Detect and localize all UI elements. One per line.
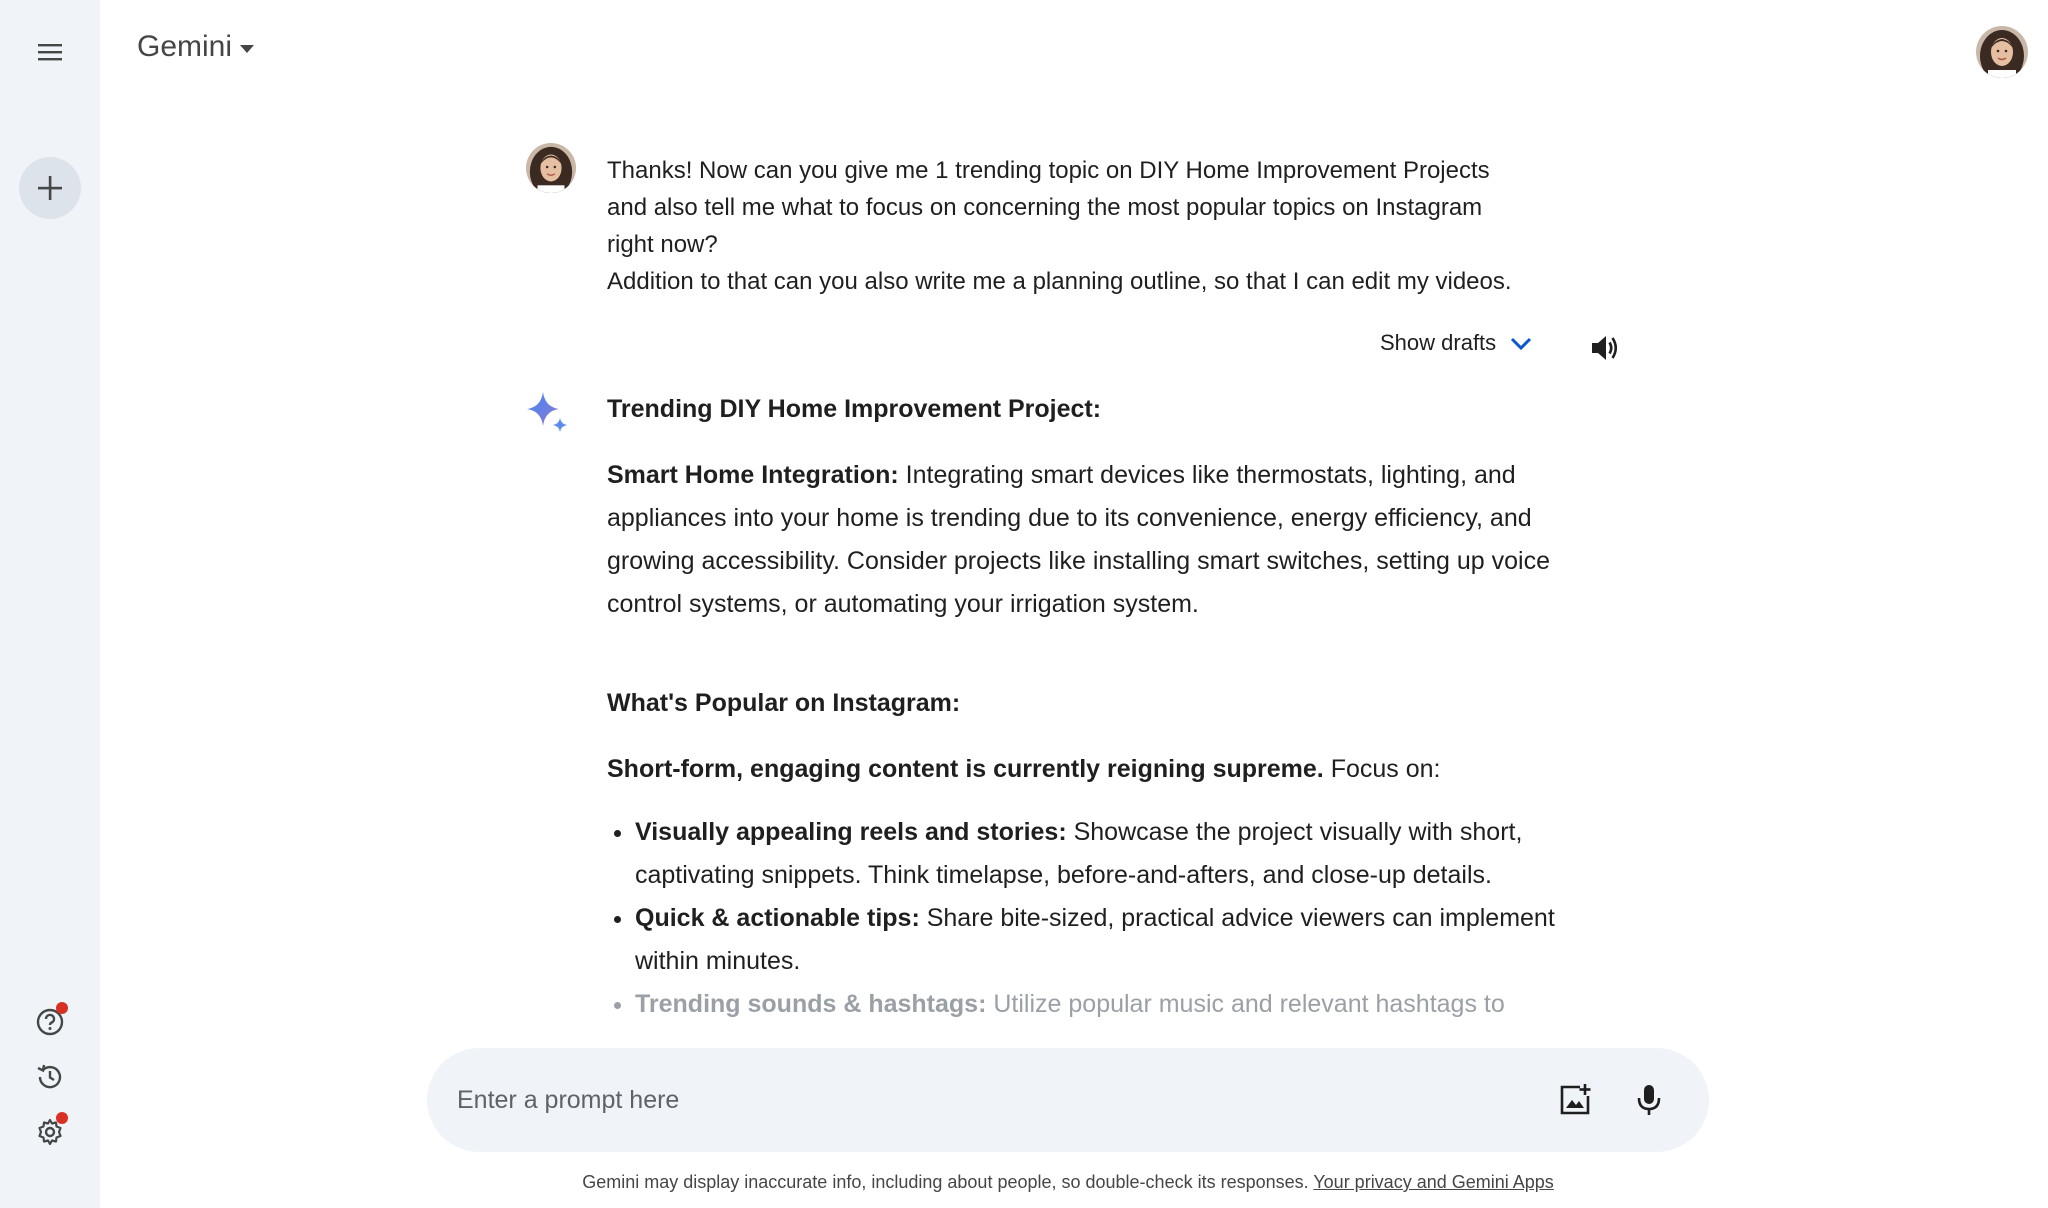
help-button[interactable] <box>26 998 74 1046</box>
menu-icon <box>37 42 63 62</box>
user-message-line: Thanks! Now can you give me 1 trending topic on DIY Home Improvement Projects <box>607 157 1490 184</box>
sparkle-icon <box>525 390 571 436</box>
response-paragraph <box>607 454 1607 626</box>
user-message-line: right now? <box>607 231 718 258</box>
list-item-text: Share bite-sized, practical advice viewers can implement within minutes. <box>635 904 1555 975</box>
response-heading: Trending DIY Home Improvement Project: <box>607 395 1102 423</box>
response-heading: What's Popular on Instagram: <box>607 689 961 717</box>
list-item-text: Showcase the project visually with short, captivating snippets. Think timelapse, before-and-afters, and close-up details. <box>635 818 1523 889</box>
user-message-line: and also tell me what to focus on concerning the most popular topics on Instagram <box>607 194 1483 221</box>
list-item <box>635 983 1607 1026</box>
user-message <box>607 152 1607 300</box>
list-item-bold: Quick & actionable tips: <box>635 904 920 932</box>
list-item <box>635 897 1607 983</box>
history-icon <box>35 1062 65 1092</box>
sidebar <box>0 0 100 1208</box>
activity-button[interactable] <box>26 1053 74 1101</box>
upload-image-button[interactable] <box>1551 1076 1599 1124</box>
model-selector[interactable] <box>137 30 254 64</box>
account-avatar[interactable] <box>1976 26 2028 78</box>
privacy-link[interactable]: Your privacy and Gemini Apps <box>1313 1172 1554 1192</box>
listen-button[interactable] <box>1585 328 1625 368</box>
response-bold-text: Short-form, engaging content is currently reigning supreme. <box>607 755 1324 783</box>
app-title: Gemini <box>137 30 233 63</box>
settings-button[interactable] <box>26 1108 74 1156</box>
voice-input-button[interactable] <box>1625 1076 1673 1124</box>
gemini-response <box>607 392 1607 1026</box>
caret-down-icon <box>240 45 254 53</box>
disclaimer <box>0 1172 2048 1193</box>
main-menu-button[interactable] <box>26 28 74 76</box>
settings-notification-dot <box>56 1112 68 1124</box>
list-item-bold: Visually appealing reels and stories: <box>635 818 1067 846</box>
disclaimer-text: Gemini may display inaccurate info, including about people, so double-check its responses. <box>582 1172 1314 1192</box>
response-text: Focus on: <box>1323 755 1441 783</box>
response-bullet-list <box>607 811 1607 1026</box>
user-avatar <box>526 143 576 193</box>
show-drafts-button[interactable] <box>1380 330 1534 356</box>
response-text: Integrating smart devices like thermostats, lighting, and appliances into your home is trending due to its convenience, energy efficiency, and growing accessibility. Consider projects like installing smart switches, setting up voice control systems, or automating your irrigation system. <box>607 461 1550 618</box>
response-paragraph <box>607 748 1607 791</box>
prompt-bar <box>427 1048 1709 1152</box>
new-chat-button[interactable] <box>19 157 81 219</box>
microphone-icon <box>1634 1083 1664 1117</box>
help-notification-dot <box>56 1002 68 1014</box>
response-bold-text: Smart Home Integration: <box>607 461 899 489</box>
list-item-bold: Trending sounds & hashtags: <box>635 990 987 1018</box>
prompt-input[interactable] <box>457 1086 1525 1115</box>
show-drafts-label: Show drafts <box>1380 330 1497 355</box>
avatar-image-icon <box>1976 26 2028 78</box>
chevron-down-icon <box>1508 330 1534 356</box>
speaker-icon <box>1588 331 1622 365</box>
plus-icon <box>37 175 63 201</box>
list-item-text: Utilize popular music and relevant hashtags to <box>986 990 1505 1018</box>
user-message-line: Addition to that can you also write me a planning outline, so that I can edit my videos. <box>607 268 1512 295</box>
list-item <box>635 811 1607 897</box>
image-add-icon <box>1558 1083 1592 1117</box>
avatar-image-icon <box>526 143 576 193</box>
